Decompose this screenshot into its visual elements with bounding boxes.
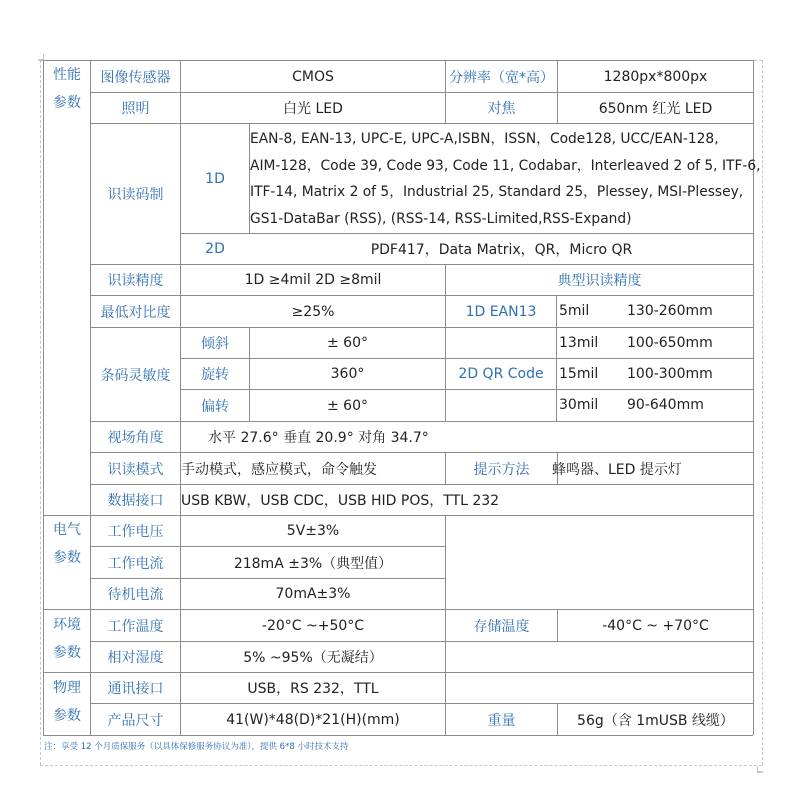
value-min-contrast: ≥25% [291, 303, 335, 320]
category-label: 电气 [53, 522, 81, 538]
value-storage-temp: -40°C ~ +70°C [602, 617, 709, 634]
label-1d: 1D [205, 170, 225, 187]
typical-mil: 30mil [559, 397, 599, 413]
typical-range: 130-260mm [627, 303, 713, 319]
label-prompt: 提示方法 [473, 461, 530, 478]
table-border-bottom [43, 735, 753, 736]
value-weight: 56g（含 1mUSB 线缆） [577, 712, 734, 729]
typical-mil: 15mil [559, 366, 599, 382]
label-2d-qr-code: 2D QR Code [458, 366, 544, 382]
corner-mark-icon [757, 766, 765, 774]
label-symbologies: 识读码制 [107, 187, 164, 203]
value-illumination: 白光 LED [283, 101, 343, 117]
value-codes-2d: PDF417，Data Matrix，QR，Micro QR [370, 242, 633, 258]
category-label: 参数 [53, 95, 81, 111]
typical-mil: 5mil [559, 303, 590, 319]
value-work-temp: -20°C ~+50°C [261, 617, 365, 634]
codes-1d-line: EAN-8, EAN-13, UPC-E, UPC-A,ISBN，ISSN，Code128, UCC/EAN-128, [250, 131, 719, 147]
category-physical [43, 674, 91, 730]
label-skew: 偏转 [201, 398, 229, 415]
label-tilt: 倾斜 [201, 336, 229, 352]
label-2d: 2D [205, 241, 225, 257]
category-label: 性能 [53, 67, 81, 83]
typical-qr-row [559, 397, 704, 413]
typical-range: 100-300mm [627, 366, 713, 382]
value-standby: 70mA±3% [275, 586, 351, 602]
category-label: 参数 [53, 645, 81, 661]
typical-range: 100-650mm [627, 335, 713, 351]
label-standby: 待机电流 [107, 587, 164, 603]
value-read-mode: 手动模式，感应模式，命令触发 [181, 461, 377, 478]
page-guide-bottom [40, 765, 762, 766]
category-label: 参数 [53, 550, 81, 566]
column-divider [556, 295, 557, 421]
label-typical-precision: 典型识读精度 [557, 273, 642, 289]
label-data-interface: 数据接口 [107, 493, 164, 509]
value-field-of-view: 水平 27.6° 垂直 20.9° 对角 34.7° [208, 430, 429, 446]
label-illumination: 照明 [121, 101, 150, 117]
value-voltage: 5V±3% [286, 523, 340, 539]
page-guide-right [762, 60, 763, 765]
label-field-of-view: 视场角度 [107, 430, 164, 446]
label-sensitivity: 条码灵敏度 [100, 367, 171, 384]
label-min-contrast: 最低对比度 [100, 304, 171, 321]
value-precision: 1D ≥4mil 2D ≥8mil [244, 272, 382, 288]
label-work-temp: 工作温度 [107, 618, 164, 635]
codes-1d-line: AIM-128，Code 39, Code 93, Code 11, Codabar，Interleaved 2 of 5, ITF-6, [250, 157, 761, 174]
value-data-interface: USB KBW，USB CDC，USB HID POS，TTL 232 [181, 493, 500, 509]
value-rotate: 360° [330, 366, 365, 382]
typical-mil: 13mil [559, 335, 599, 351]
value-skew: ± 60° [327, 397, 368, 414]
label-rotate: 旋转 [201, 367, 229, 383]
value-prompt: 蜂鸣器、LED 提示灯 [552, 461, 682, 478]
footnote: 注：享受 12 个月质保服务（以具体保修服务协议为准），提供 6*8 小时技术支持 [44, 742, 349, 752]
label-read-mode: 识读模式 [107, 461, 164, 478]
category-performance [43, 61, 91, 117]
codes-1d-line: ITF-14, Matrix 2 of 5，Industrial 25, Standard 25，Plessey, MSI-Plessey, [250, 184, 744, 200]
typical-range: 90-640mm [627, 397, 704, 413]
label-current: 工作电流 [107, 555, 164, 572]
value-humidity: 5% ~95%（无凝结） [243, 650, 383, 666]
label-comm: 通讯接口 [107, 681, 164, 697]
value-tilt: ± 60° [327, 335, 368, 351]
label-image-sensor: 图像传感器 [100, 69, 171, 86]
category-label: 物理 [53, 680, 81, 696]
value-resolution: 1280px*800px [603, 68, 708, 85]
column-divider [180, 421, 181, 452]
typical-ean13-row [559, 303, 713, 319]
typical-qr-row [559, 366, 713, 382]
category-label: 参数 [53, 708, 81, 724]
category-label: 环境 [53, 617, 81, 633]
label-voltage: 工作电压 [107, 524, 164, 540]
value-current: 218mA ±3%（典型值） [233, 555, 393, 572]
category-electrical [43, 516, 91, 572]
value-comm: USB，RS 232，TTL [247, 681, 379, 697]
label-focus: 对焦 [487, 101, 516, 117]
page-guide-left [40, 60, 41, 765]
codes-1d-line: GS1-DataBar (RSS), (RSS-14, RSS-Limited,RSS-Expand) [250, 210, 632, 227]
label-resolution: 分辨率（宽*高） [449, 69, 554, 86]
value-focus: 650nm 红光 LED [598, 101, 713, 117]
label-weight: 重量 [487, 712, 516, 729]
label-precision: 识读精度 [107, 273, 164, 289]
codes-1d-list [250, 126, 761, 232]
label-storage-temp: 存储温度 [473, 618, 530, 635]
typical-ean13-row [559, 335, 713, 351]
value-size: 41(W)*48(D)*21(H)(mm) [226, 711, 400, 728]
category-environment [43, 611, 91, 667]
label-size: 产品尺寸 [107, 712, 164, 729]
label-1d-ean13: 1D EAN13 [465, 303, 537, 320]
value-image-sensor: CMOS [292, 68, 334, 85]
label-humidity: 相对湿度 [107, 650, 164, 666]
